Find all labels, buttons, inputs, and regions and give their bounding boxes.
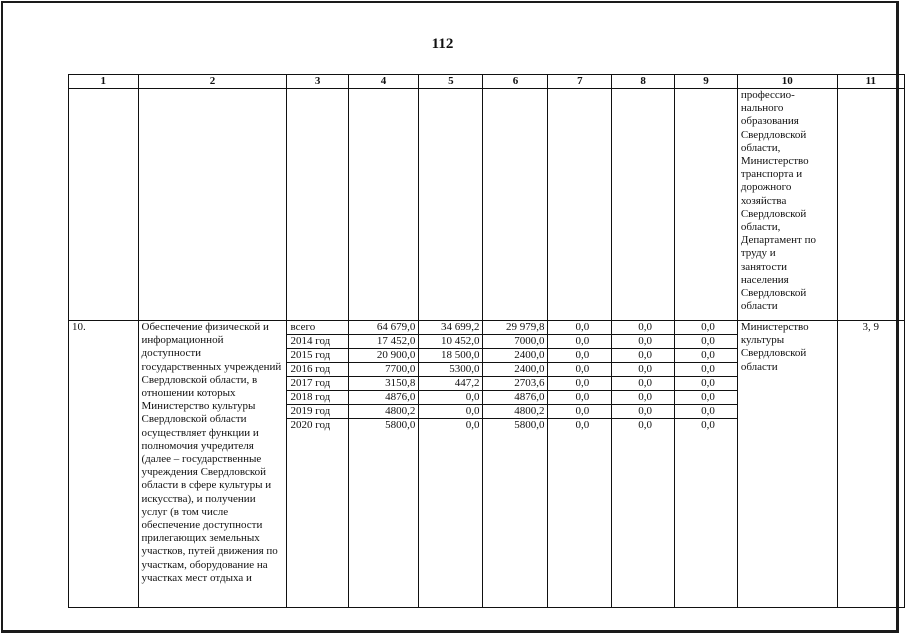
value-cell: 5800,0: [385, 419, 416, 431]
header-row: [69, 75, 905, 89]
value-cell: 5300,0: [419, 363, 482, 377]
row-10-years: [287, 321, 348, 608]
header-cell-1: 1: [69, 75, 139, 89]
row-10-col-8: [612, 321, 675, 608]
row-10-refs: 3, 9: [837, 321, 904, 608]
value-cell: 0,0: [575, 419, 590, 431]
value-cell: 3150,8: [349, 377, 419, 391]
value-cell: 2400,0: [483, 363, 547, 377]
row-10-responsible: Министерство культуры Свердловской области: [737, 321, 837, 608]
value-cell: 447,2: [419, 377, 482, 391]
header-cell-4: 4: [348, 75, 419, 89]
year-cell: всего: [287, 321, 347, 335]
row-10: [69, 321, 905, 608]
value-cell: 0,0: [675, 349, 737, 363]
value-cell: 20 900,0: [349, 349, 419, 363]
value-cell: 18 500,0: [419, 349, 482, 363]
page-number: 112: [431, 36, 454, 52]
value-cell: 4876,0: [483, 391, 547, 405]
value-cell: 2400,0: [483, 349, 547, 363]
value-cell: 0,0: [675, 363, 737, 377]
value-cell: 0,0: [465, 419, 480, 431]
col-4-values: [349, 321, 419, 432]
header-cell-5: 5: [419, 75, 483, 89]
row-10-col-7: [548, 321, 612, 608]
value-cell: 0,0: [675, 405, 737, 419]
continuation-cell-6: [483, 89, 548, 321]
value-cell: 0,0: [612, 377, 674, 391]
value-cell: 0,0: [612, 405, 674, 419]
value-cell: 0,0: [612, 349, 674, 363]
value-cell: 4800,2: [483, 405, 547, 419]
value-cell: 0,0: [675, 391, 737, 405]
value-cell: 0,0: [612, 391, 674, 405]
value-cell: 0,0: [675, 321, 737, 335]
header-cell-10: 10: [737, 75, 837, 89]
header-cell-9: 9: [675, 75, 738, 89]
value-cell: 0,0: [675, 335, 737, 349]
row-10-col-6: [483, 321, 548, 608]
header-cell-11: 11: [837, 75, 904, 89]
value-cell: 0,0: [701, 419, 715, 431]
year-cell: 2020 год: [290, 419, 331, 431]
continuation-cell-4: [348, 89, 419, 321]
col-6-values: [483, 321, 547, 432]
year-cell: 2018 год: [287, 391, 347, 405]
value-cell: 0,0: [548, 377, 611, 391]
col-8-values: [612, 321, 674, 432]
col-7-values: [548, 321, 611, 432]
year-cell: 2016 год: [287, 363, 347, 377]
value-cell: 0,0: [548, 363, 611, 377]
value-cell: 7700,0: [349, 363, 419, 377]
col-9-values: [675, 321, 737, 432]
years-list: [287, 321, 347, 432]
header-cell-2: 2: [138, 75, 287, 89]
value-cell: 10 452,0: [419, 335, 482, 349]
col-5-values: [419, 321, 482, 432]
continuation-cell-8: [612, 89, 675, 321]
continuation-cell-9: [675, 89, 738, 321]
continuation-cell-3: [287, 89, 348, 321]
value-cell: 4876,0: [349, 391, 419, 405]
header-cell-6: 6: [483, 75, 548, 89]
value-cell: 2703,6: [483, 377, 547, 391]
value-cell: 0,0: [612, 321, 674, 335]
row-10-col-9: [675, 321, 738, 608]
year-cell: 2015 год: [287, 349, 347, 363]
continuation-cell-2: [138, 89, 287, 321]
year-cell: 2017 год: [287, 377, 347, 391]
row-10-col-5: [419, 321, 483, 608]
value-cell: 29 979,8: [483, 321, 547, 335]
program-table: [68, 74, 905, 608]
row-10-col-4: [348, 321, 419, 608]
header-cell-3: 3: [287, 75, 348, 89]
header-cell-7: 7: [548, 75, 612, 89]
value-cell: 34 699,2: [419, 321, 482, 335]
value-cell: 0,0: [419, 405, 482, 419]
row-10-description: Обеспечение физической и информационной доступности государственных учреждений Свердловской области, в отношении которых Министерство культуры Свердловской области осуществляет функции и полномочия учредителя (далее – государственные учреждения Свердловской области в сфере культуры и искусства), и получении услуг (в том числе обеспечение доступности прилегающих земельных участков, путей движения по участкам, оборудование на участках мест отдыха и: [138, 321, 287, 608]
value-cell: 0,0: [548, 405, 611, 419]
value-cell: 7000,0: [483, 335, 547, 349]
header-cell-8: 8: [612, 75, 675, 89]
value-cell: 0,0: [548, 321, 611, 335]
value-cell: 5800,0: [514, 419, 545, 431]
continuation-row: [69, 89, 905, 321]
value-cell: 0,0: [612, 335, 674, 349]
value-cell: 0,0: [638, 419, 653, 431]
value-cell: 0,0: [419, 391, 482, 405]
value-cell: 0,0: [548, 391, 611, 405]
year-cell: 2014 год: [287, 335, 347, 349]
continuation-cell-11: [837, 89, 904, 321]
continuation-cell-7: [548, 89, 612, 321]
value-cell: 17 452,0: [349, 335, 419, 349]
value-cell: 4800,2: [349, 405, 419, 419]
value-cell: 0,0: [612, 363, 674, 377]
value-cell: 64 679,0: [349, 321, 419, 335]
continuation-cell-5: [419, 89, 483, 321]
continuation-responsible: профессио- нального образования Свердловской области, Министерство транспорта и дорожного хозяйства Свердловской области, Департамент по труду и занятости населения Свердловской области: [737, 89, 837, 321]
value-cell: 0,0: [548, 349, 611, 363]
continuation-cell-1: [69, 89, 139, 321]
row-10-number: 10.: [69, 321, 139, 608]
year-cell: 2019 год: [287, 405, 347, 419]
value-cell: 0,0: [675, 377, 737, 391]
value-cell: 0,0: [548, 335, 611, 349]
